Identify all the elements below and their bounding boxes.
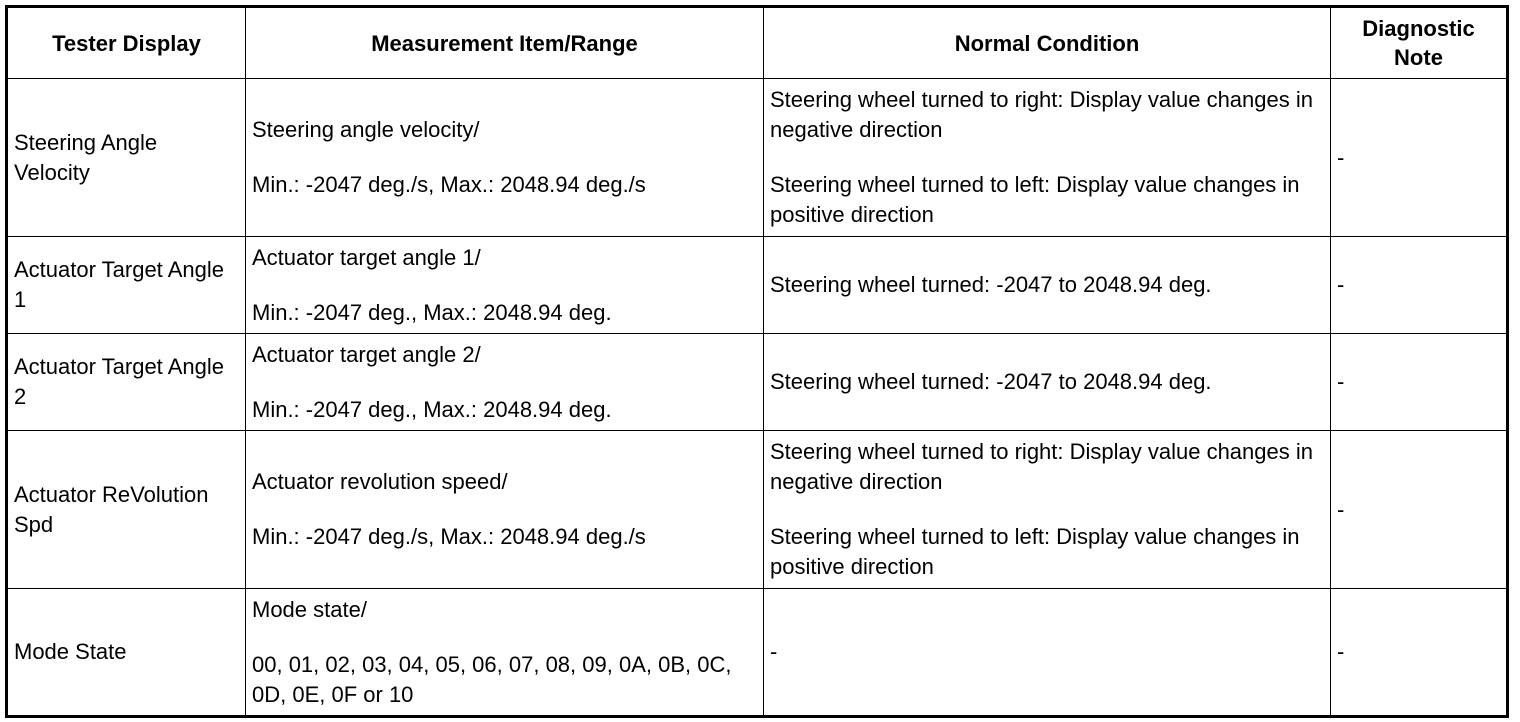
normal-condition-right: Steering wheel turned to right: Display value changes in negative direction [770, 439, 1313, 494]
data-list-table [5, 5, 1509, 718]
measurement-item: Actuator target angle 1/ [252, 244, 481, 270]
table-row [7, 79, 1508, 237]
measurement-cell [246, 431, 764, 589]
header-normal-condition: Normal Condition [764, 7, 1331, 79]
measurement-range: Min.: -2047 deg./s, Max.: 2048.94 deg./s [252, 172, 646, 197]
diagnostic-note-cell: - [1331, 79, 1508, 237]
measurement-item: Actuator revolution speed/ [252, 469, 508, 494]
diagnostic-note-cell: - [1331, 237, 1508, 334]
normal-condition-left: Steering wheel turned to left: Display value changes in positive direction [770, 172, 1300, 227]
diagnostic-note-cell: - [1331, 334, 1508, 431]
measurement-item: Mode state/ [252, 596, 367, 622]
measurement-cell [246, 237, 764, 334]
tester-display-cell: Actuator ReVolution Spd [7, 431, 246, 589]
diagnostic-note-cell: - [1331, 431, 1508, 589]
tester-display-cell: Steering Angle Velocity [7, 79, 246, 237]
normal-condition-left: Steering wheel turned to left: Display value changes in positive direction [770, 524, 1300, 579]
measurement-cell [246, 334, 764, 431]
table-row [7, 589, 1508, 717]
tester-display-cell: Actuator Target Angle 2 [7, 334, 246, 431]
normal-condition-right: Steering wheel turned to right: Display value changes in negative direction [770, 87, 1313, 142]
normal-condition-cell [764, 79, 1331, 237]
diagnostic-note-cell: - [1331, 589, 1508, 717]
measurement-range: Min.: -2047 deg., Max.: 2048.94 deg. [252, 396, 612, 422]
measurement-item: Actuator target angle 2/ [252, 341, 481, 367]
normal-condition-cell: Steering wheel turned: -2047 to 2048.94 deg. [764, 334, 1331, 431]
table-row [7, 237, 1508, 334]
table-row [7, 334, 1508, 431]
measurement-cell [246, 79, 764, 237]
measurement-range: Min.: -2047 deg./s, Max.: 2048.94 deg./s [252, 524, 646, 549]
header-diagnostic-note-label: Diagnostic Note [1362, 16, 1475, 70]
measurement-cell [246, 589, 764, 717]
header-tester-display: Tester Display [7, 7, 246, 79]
header-measurement: Measurement Item/Range [246, 7, 764, 79]
table-row [7, 431, 1508, 589]
header-diagnostic-note [1331, 7, 1508, 79]
measurement-range: Min.: -2047 deg., Max.: 2048.94 deg. [252, 299, 612, 325]
measurement-range: 00, 01, 02, 03, 04, 05, 06, 07, 08, 09, 0A, 0B, 0C, 0D, 0E, 0F or 10 [252, 651, 732, 707]
tester-display-cell: Actuator Target Angle 1 [7, 237, 246, 334]
header-row [7, 7, 1508, 79]
tester-display-cell: Mode State [7, 589, 246, 717]
measurement-item: Steering angle velocity/ [252, 117, 480, 142]
normal-condition-cell: Steering wheel turned: -2047 to 2048.94 deg. [764, 237, 1331, 334]
normal-condition-cell: - [764, 589, 1331, 717]
normal-condition-cell [764, 431, 1331, 589]
